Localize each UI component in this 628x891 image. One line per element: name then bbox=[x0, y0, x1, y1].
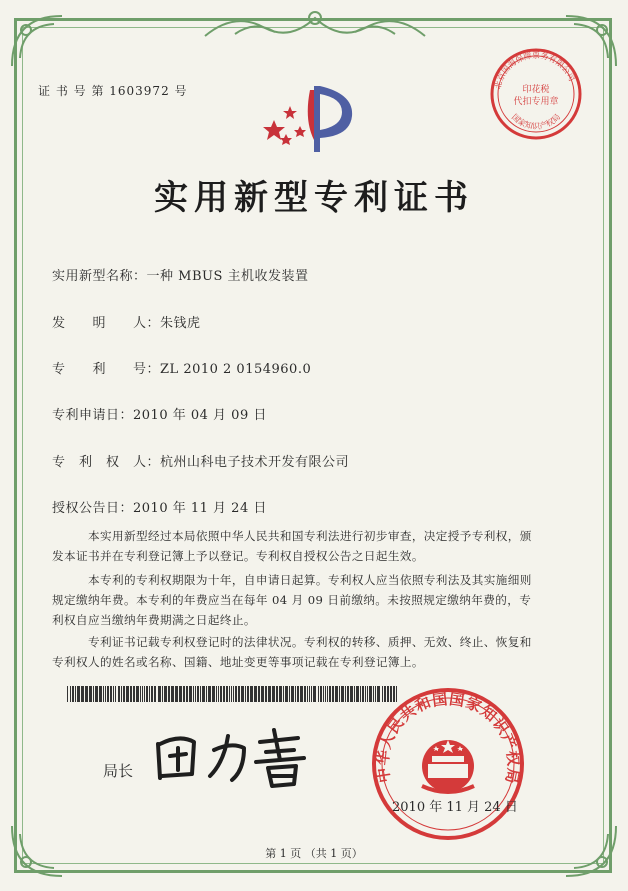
field-label: 发 明 人： bbox=[52, 316, 161, 331]
body-paragraph bbox=[52, 570, 576, 630]
field-application-date bbox=[52, 404, 267, 423]
paragraph-line: 发本证书并在专利登记簿上予以登记。专利权自授权公告之日起生效。 bbox=[52, 549, 424, 563]
director-signature bbox=[148, 722, 318, 792]
body-paragraph bbox=[52, 632, 576, 672]
svg-text:北京国海保障票务有限公司: 北京国海保障票务有限公司 bbox=[493, 50, 577, 90]
svg-text:中华人民共和国国家知识产权局: 中华人民共和国国家知识产权局 bbox=[373, 690, 523, 786]
paragraph-line: 规定缴纳年费。本专利的年费应当在每年 04 月 09 日前缴纳。未按照规定缴纳年费的，专 bbox=[52, 593, 532, 607]
field-label: 专 利 权 人： bbox=[52, 455, 161, 470]
field-value: 2010 年 11 月 24 日 bbox=[133, 501, 267, 516]
patent-office-logo-icon bbox=[256, 80, 372, 156]
field-utility-model-name bbox=[52, 265, 309, 284]
field-inventor bbox=[52, 312, 201, 331]
field-label: 专 利 号： bbox=[52, 362, 161, 377]
field-label: 授权公告日： bbox=[52, 501, 134, 516]
paragraph-line: 专利证书记载专利权登记时的法律状况。专利权的转移、质押、无效、终止、恢复和 bbox=[52, 635, 532, 649]
field-value: 杭州山科电子技术开发有限公司 bbox=[160, 455, 350, 470]
field-label: 专利申请日： bbox=[52, 408, 134, 423]
svg-text:代扣专用章: 代扣专用章 bbox=[513, 97, 559, 107]
page-number: 第 1 页 （共 1 页） bbox=[265, 847, 363, 860]
certificate-title: 实用新型专利证书 bbox=[154, 178, 474, 218]
paragraph-line: 专利权人的姓名或名称、国籍、地址变更等事项记载在专利登记簿上。 bbox=[52, 655, 424, 669]
field-value: 一种 MBUS 主机收发装置 bbox=[146, 269, 309, 284]
field-value: 2010 年 04 月 09 日 bbox=[133, 408, 267, 423]
paragraph-line: 利权自应当缴纳年费期满之日起终止。 bbox=[52, 613, 256, 627]
signing-date: 2010 年 11 月 24 日 bbox=[392, 800, 518, 815]
svg-text:国家知识产权局: 国家知识产权局 bbox=[509, 112, 563, 131]
body-paragraph bbox=[52, 526, 576, 566]
svg-text:印花税: 印花税 bbox=[522, 85, 550, 95]
field-label: 实用新型名称： bbox=[52, 269, 147, 284]
top-ornament-icon bbox=[195, 6, 435, 44]
director-label: 局长 bbox=[103, 762, 134, 780]
tax-seal-stamp bbox=[486, 44, 586, 144]
field-value: ZL 2010 2 0154960.0 bbox=[160, 362, 312, 377]
field-patentee bbox=[52, 451, 349, 470]
barcode-icon bbox=[67, 686, 397, 702]
field-patent-number bbox=[52, 358, 311, 377]
paragraph-line: 本实用新型经过本局依照中华人民共和国专利法进行初步审查，决定授予专利权，颁 bbox=[52, 529, 532, 543]
certificate-number: 证 书 号 第 1603972 号 bbox=[38, 84, 188, 98]
field-value: 朱钱虎 bbox=[160, 316, 201, 331]
paragraph-line: 本专利的专利权期限为十年，自申请日起算。专利权人应当依照专利法及其实施细则 bbox=[52, 573, 532, 587]
corner-ornament-icon bbox=[6, 10, 70, 74]
state-ipo-seal-stamp bbox=[370, 686, 526, 842]
field-grant-date bbox=[52, 497, 267, 516]
